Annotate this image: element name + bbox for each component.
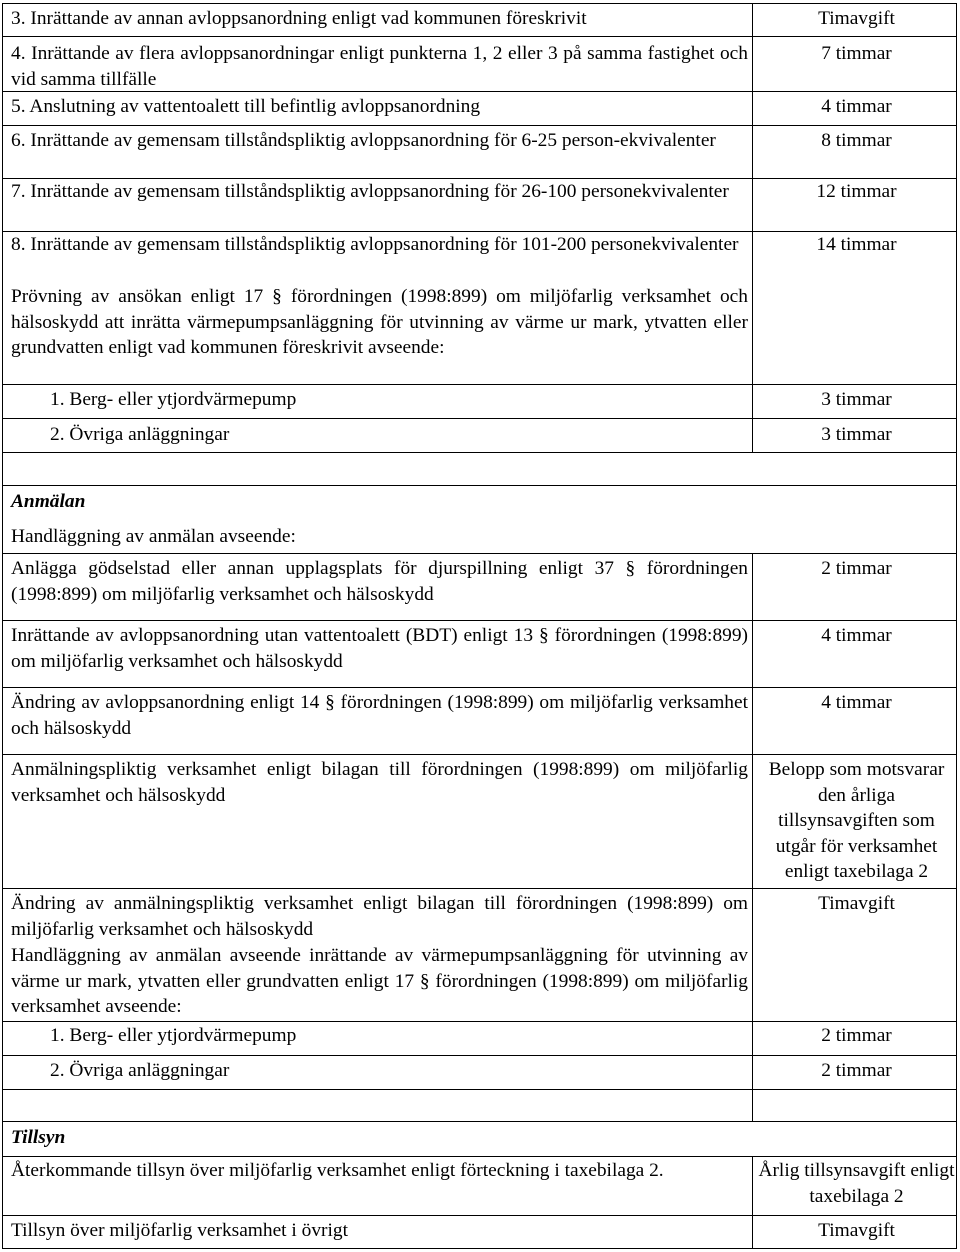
row-text: Anlägga gödselstad eller annan upplagsplats för djurspillning enligt 37 § förordningen (1998:899) om miljöfarlig verksamhet och hälsoskydd — [11, 558, 748, 605]
row-text: 8. Inrättande av gemensam tillståndspliktig avloppsanordning för 101-200 personekvivalenter — [11, 234, 739, 255]
table-row — [2, 125, 957, 178]
row-text: 5. Anslutning av vattentoalett till befintlig avloppsanordning — [11, 96, 481, 117]
row-fee: 12 timmar — [816, 181, 897, 202]
table-row — [2, 687, 957, 754]
row-fee: 7 timmar — [821, 43, 892, 64]
row-fee: 2 timmar — [821, 1060, 892, 1081]
row-fee: 14 timmar — [816, 234, 897, 255]
section-subheading: Handläggning av anmälan avseende: — [11, 526, 296, 547]
row-text: 4. Inrättande av flera avloppsanordningar enligt punkterna 1, 2 eller 3 på samma fastighet och vid samma tillfälle — [11, 43, 748, 90]
fee-table — [2, 3, 957, 1249]
row-text: 2. Övriga anläggningar — [50, 1060, 230, 1081]
table-row — [2, 3, 957, 36]
row-text: Ändring av anmälningspliktig verksamhet enligt bilagan till förordningen (1998:899) om miljöfarlig verksamhet och hälsoskydd — [11, 893, 748, 940]
row-fee: 4 timmar — [821, 625, 892, 646]
table-row — [2, 384, 957, 418]
row-text: 7. Inrättande av gemensam tillståndspliktig avloppsanordning för 26-100 personekvivalenter — [11, 181, 729, 202]
row-text: Inrättande av avloppsanordning utan vattentoalett (BDT) enligt 13 § förordningen (1998:899) om miljöfarlig verksamhet och hälsoskydd — [11, 625, 748, 672]
row-text: Anmälningspliktig verksamhet enligt bilagan till förordningen (1998:899) om miljöfarlig verksamhet och hälsoskydd — [11, 759, 748, 806]
table-row — [2, 91, 957, 125]
spacer-row — [2, 1089, 957, 1121]
table-row — [2, 1215, 957, 1249]
table-row — [2, 178, 957, 231]
row-fee: 2 timmar — [821, 558, 892, 579]
row-text: Återkommande tillsyn över miljöfarlig verksamhet enligt förteckning i taxebilaga 2. — [11, 1160, 664, 1181]
row-fee: 4 timmar — [821, 692, 892, 713]
row-fee: 4 timmar — [821, 96, 892, 117]
table-row — [2, 231, 957, 384]
table-row — [2, 553, 957, 620]
row-fee: Timavgift — [818, 1220, 895, 1241]
row-fee: Timavgift — [818, 8, 895, 29]
table-row — [2, 1055, 957, 1089]
provning-intro: Prövning av ansökan enligt 17 § förordningen (1998:899) om miljöfarlig verksamhet och hälsoskydd att inrätta värmepumpsanläggning för utvinning av värme ur mark, ytvatten eller grundvatten enligt vad kommunen föreskrivit avseende: — [11, 286, 748, 358]
section-heading-row — [2, 1121, 957, 1156]
section-heading: Tillsyn — [11, 1127, 66, 1148]
row-fee: 3 timmar — [821, 389, 892, 410]
table-row — [2, 754, 957, 888]
table-row — [2, 1021, 957, 1055]
section-heading-row — [2, 485, 957, 553]
row-fee: 2 timmar — [821, 1025, 892, 1046]
table-row — [2, 36, 957, 91]
table-row — [2, 1156, 957, 1215]
row-fee: Timavgift — [818, 893, 895, 914]
row-text: 2. Övriga anläggningar — [50, 424, 230, 445]
row-fee: Årlig tillsynsavgift enligt taxebilaga 2 — [758, 1160, 955, 1207]
row-text: 6. Inrättande av gemensam tillståndspliktig avloppsanordning för 6-25 person-ekvivalenter — [11, 130, 716, 151]
table-row — [2, 620, 957, 687]
row-text: 1. Berg- eller ytjordvärmepump — [50, 1025, 297, 1046]
row-fee: 8 timmar — [821, 130, 892, 151]
row-text: 3. Inrättande av annan avloppsanordning enligt vad kommunen föreskrivit — [11, 8, 587, 29]
row-text: Ändring av avloppsanordning enligt 14 § förordningen (1998:899) om miljöfarlig verksamhet och hälsoskydd — [11, 692, 748, 739]
row-fee: 3 timmar — [821, 424, 892, 445]
row-fee: Belopp som motsvarar den årliga tillsynsavgiften som utgår för verksamhet enligt taxebilaga 2 — [768, 759, 945, 882]
section-heading: Anmälan — [11, 491, 86, 512]
table-row — [2, 888, 957, 1021]
row-text: 1. Berg- eller ytjordvärmepump — [50, 389, 297, 410]
table-row — [2, 418, 957, 452]
spacer-row — [2, 452, 957, 485]
row-text: Tillsyn över miljöfarlig verksamhet i övrigt — [11, 1220, 348, 1241]
vp-intro: Handläggning av anmälan avseende inrättande av värmepumpsanläggning för utvinning av värme ur mark, ytvatten eller grundvatten enligt 17 § förordningen (1998:899) om miljöfarlig verksamhet avseende: — [11, 945, 748, 1017]
